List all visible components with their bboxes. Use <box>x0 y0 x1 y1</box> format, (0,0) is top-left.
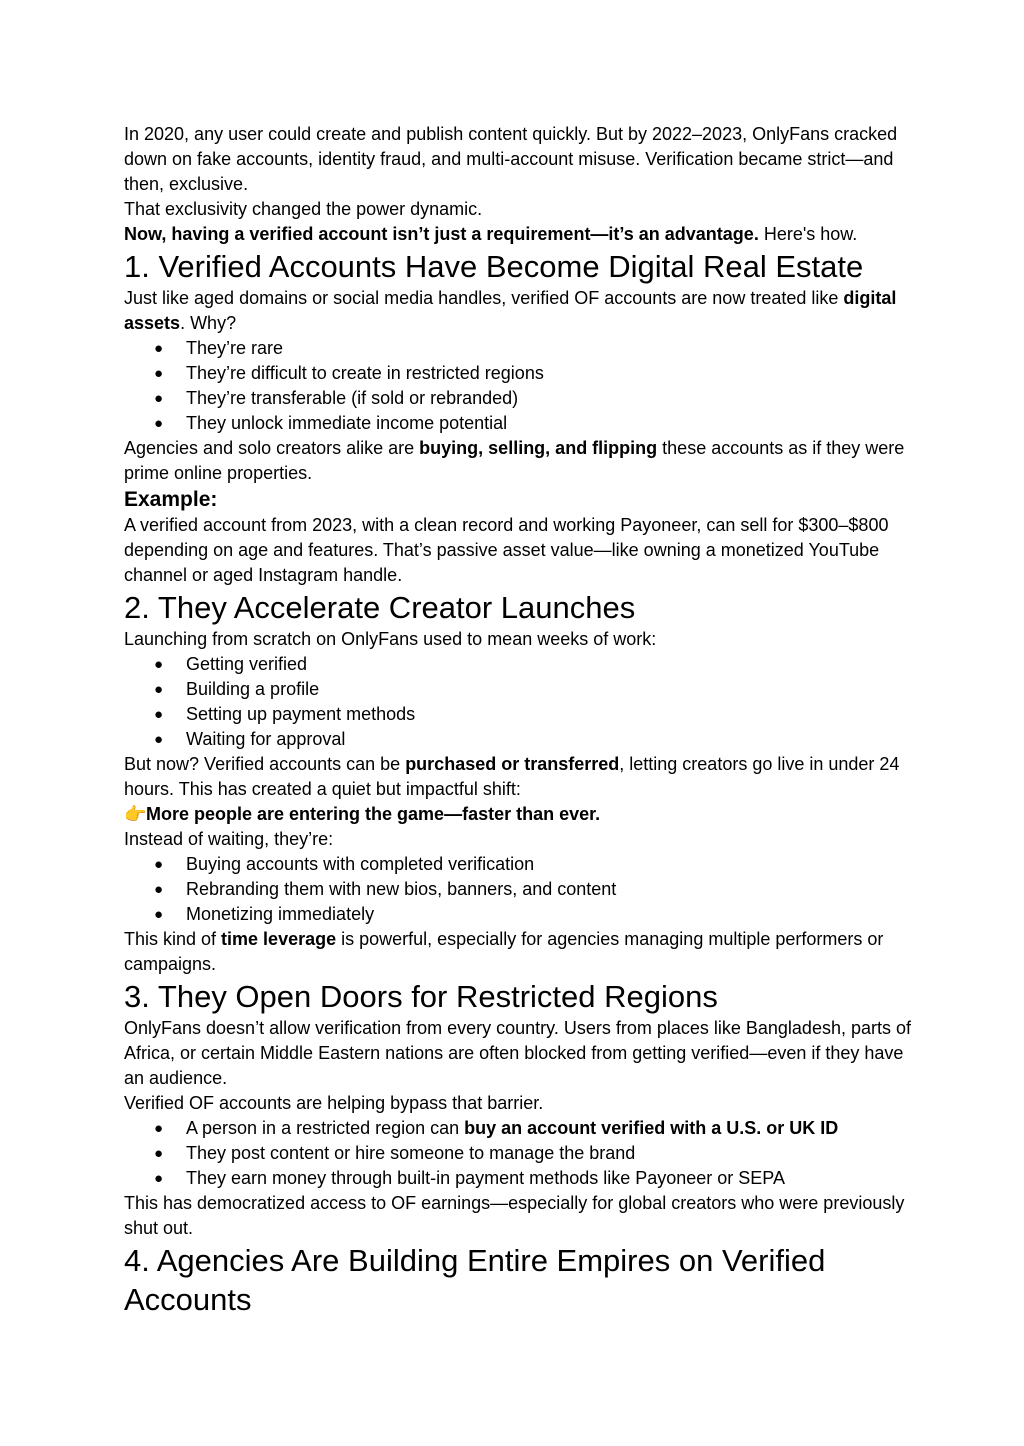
bold-span: More people are entering the game—faster than ever. <box>146 804 601 824</box>
text-span: , letting creators go live in under 24 hours. This has created a quiet but impactful shift: <box>124 754 900 799</box>
section-2-paragraph-4 <box>124 927 914 977</box>
bold-span: time leverage <box>221 929 337 949</box>
example-heading: Example: <box>124 488 218 511</box>
section-2-paragraph-3: Instead of waiting, they’re: <box>124 829 334 849</box>
list-item: ● They’re transferable (if sold or rebranded) <box>124 386 914 411</box>
section-3-bullets <box>124 1116 914 1191</box>
document-body <box>124 122 914 1319</box>
bold-span: digital assets <box>124 288 897 333</box>
list-item: ● Building a profile <box>124 677 914 702</box>
section-1-paragraph <box>124 286 914 336</box>
list-item: ● Waiting for approval <box>124 727 914 752</box>
text-span: A person in a restricted region can <box>186 1118 465 1138</box>
list-item <box>124 1116 914 1141</box>
section-1-heading: 1. Verified Accounts Have Become Digital Real Estate <box>124 249 864 284</box>
list-item: ● They post content or hire someone to manage the brand <box>124 1141 914 1166</box>
list-item: ● Rebranding them with new bios, banners, and content <box>124 877 914 902</box>
section-2-paragraph-2 <box>124 752 914 802</box>
text-span: Just like aged domains or social media handles, verified OF accounts are now treated like <box>124 288 844 308</box>
section-4-heading: 4. Agencies Are Building Entire Empires on Verified Accounts <box>124 1243 826 1317</box>
section-2-paragraph: Launching from scratch on OnlyFans used to mean weeks of work: <box>124 629 657 649</box>
section-2-bullets-2 <box>124 852 914 927</box>
list-item: ● They’re difficult to create in restricted regions <box>124 361 914 386</box>
intro-paragraph-2: That exclusivity changed the power dynamic. <box>124 199 483 219</box>
section-2-heading: 2. They Accelerate Creator Launches <box>124 590 636 625</box>
list-item: ● Buying accounts with completed verification <box>124 852 914 877</box>
list-item: ● Setting up payment methods <box>124 702 914 727</box>
pointing-hand-icon: 👉 <box>124 804 147 824</box>
list-item: ● They earn money through built-in payment methods like Payoneer or SEPA <box>124 1166 914 1191</box>
text-span: is powerful, especially for agencies managing multiple performers or campaigns. <box>124 929 884 974</box>
intro-bold: Now, having a verified account isn’t just a requirement—it’s an advantage. <box>124 224 759 244</box>
section-1-bullets <box>124 336 914 436</box>
list-item: ● They unlock immediate income potential <box>124 411 914 436</box>
bold-span: buying, selling, and flipping <box>419 438 658 458</box>
bold-span: buy an account verified with a U.S. or UK ID <box>464 1118 839 1138</box>
text-span: But now? Verified accounts can be <box>124 754 406 774</box>
text-span: . Why? <box>180 313 237 333</box>
section-3-paragraph-3: This has democratized access to OF earnings—especially for global creators who were previously shut out. <box>124 1193 905 1238</box>
text-span: Agencies and solo creators alike are <box>124 438 420 458</box>
intro-paragraph-3 <box>124 222 914 247</box>
section-3-paragraph: OnlyFans doesn’t allow verification from every country. Users from places like Bangladesh, parts of Africa, or certain Middle Eastern nations are often blocked from getting verified—even if they have an audience. <box>124 1018 911 1088</box>
section-2-bullets <box>124 652 914 752</box>
text-span: these accounts as if they were prime online properties. <box>124 438 905 483</box>
intro-rest: Here's how. <box>758 224 858 244</box>
list-item: ● They’re rare <box>124 336 914 361</box>
section-3-paragraph-2: Verified OF accounts are helping bypass that barrier. <box>124 1093 544 1113</box>
callout-line <box>124 802 914 827</box>
section-3-heading: 3. They Open Doors for Restricted Regions <box>124 979 718 1014</box>
list-item: ● Monetizing immediately <box>124 902 914 927</box>
text-span: This kind of <box>124 929 222 949</box>
section-1-paragraph-2 <box>124 436 914 486</box>
bold-span: purchased or transferred <box>405 754 620 774</box>
example-paragraph: A verified account from 2023, with a clean record and working Payoneer, can sell for $300–$800 depending on age and features. That’s passive asset value—like owning a monetized YouTube channel or aged Instagram handle. <box>124 515 889 585</box>
list-item: ● Getting verified <box>124 652 914 677</box>
intro-paragraph: In 2020, any user could create and publish content quickly. But by 2022–2023, OnlyFans cracked down on fake accounts, identity fraud, and multi-account misuse. Verification became strict—and then, exclusive. <box>124 124 898 194</box>
